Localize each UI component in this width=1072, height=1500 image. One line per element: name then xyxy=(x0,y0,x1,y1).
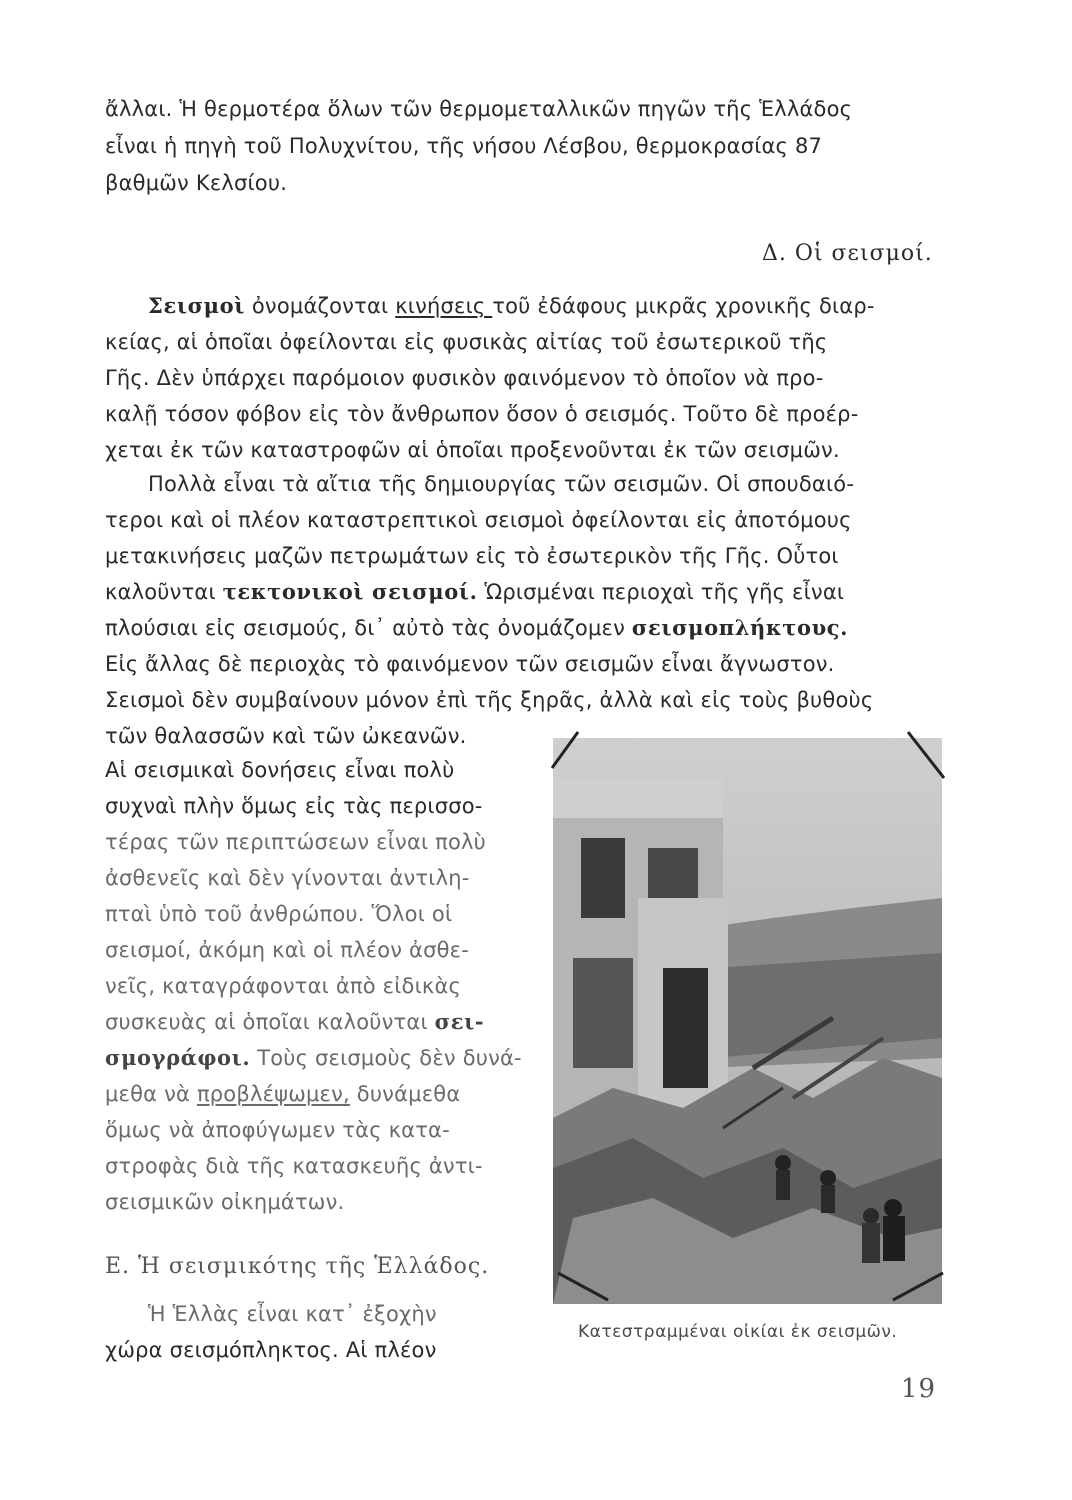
term-seismoi: Σεισμοὶ xyxy=(148,293,245,318)
p3-line-10 xyxy=(105,1080,460,1108)
term-seismografoi-1: σει- xyxy=(434,1009,485,1034)
p3-l10-a: μεθα νὰ xyxy=(105,1082,197,1106)
p2-line-1: Πολλὰ εἶναι τὰ αἴτια τῆς δημιουργίας τῶν σεισμῶν. Οἱ σπουδαιό- xyxy=(148,472,855,496)
p3-line-13: σεισμικῶν οἰκημάτων. xyxy=(105,1190,345,1214)
p1-l1-b: τοῦ ἐδάφους μικρᾶς χρονικῆς διαρ- xyxy=(492,294,875,318)
p1-line-1 xyxy=(148,292,875,320)
term-provlepsomen: προβλέψωμεν, xyxy=(196,1082,350,1106)
p2-line-5 xyxy=(105,614,848,642)
p1-line-5: χεται ἐκ τῶν καταστροφῶν αἱ ὁποῖαι προξενοῦνται ἐκ τῶν σεισμῶν. xyxy=(105,438,840,462)
p3-line-12: στροφὰς διὰ τῆς κατασκευῆς ἀντι- xyxy=(105,1154,483,1178)
p2-line-4 xyxy=(105,578,844,606)
p3-line-8 xyxy=(105,1008,484,1036)
p3-line-9 xyxy=(105,1044,522,1072)
p2-l4-b: Ὡρισμέναι περιοχαὶ τῆς γῆς εἶναι xyxy=(477,580,845,604)
photo-caption: Κατεστραμμέναι οἰκίαι ἐκ σεισμῶν. xyxy=(578,1322,898,1342)
p2-line-3: μετακινήσεις μαζῶν πετρωμάτων εἰς τὸ ἐσωτερικὸν τῆς Γῆς. Οὗτοι xyxy=(105,544,839,568)
p3-line-11: ὅμως νὰ ἀποφύγωμεν τὰς κατα- xyxy=(105,1118,450,1142)
p2-l4-a: καλοῦνται xyxy=(105,580,223,604)
p3-l9-b: Τοὺς σεισμοὺς δὲν δυνά- xyxy=(250,1046,522,1070)
p3-line-5: πταὶ ὑπὸ τοῦ ἀνθρώπου. Ὅλοι οἱ xyxy=(105,902,453,926)
intro-line-3: βαθμῶν Κελσίου. xyxy=(105,171,288,195)
p2-line-6: Εἰς ἄλλας δὲ περιοχὰς τὸ φαινόμενον τῶν σεισμῶν εἶναι ἄγνωστον. xyxy=(105,652,835,676)
p2-l5-a: πλούσιαι εἰς σεισμούς, δι᾽ αὐτὸ τὰς ὀνομάζομεν xyxy=(105,616,632,640)
p3-line-7: νεῖς, καταγράφονται ἀπὸ εἰδικὰς xyxy=(105,974,462,998)
term-seismografoi-2: σμογράφοι. xyxy=(105,1045,251,1070)
p3-line-6: σεισμοί, ἀκόμη καὶ οἱ πλέον ἀσθε- xyxy=(105,938,469,962)
p2-line-7: Σεισμοὶ δὲν συμβαίνουν μόνον ἐπὶ τῆς ξηρᾶς, ἀλλὰ καὶ εἰς τοὺς βυθοὺς xyxy=(105,688,874,712)
e-line-1: Ἡ Ἑλλὰς εἶναι κατ᾽ ἐξοχὴν xyxy=(148,1302,437,1326)
p3-line-1: Αἱ σεισμικαὶ δονήσεις εἶναι πολὺ xyxy=(105,758,455,782)
p1-line-3: Γῆς. Δὲν ὑπάρχει παρόμοιον φυσικὸν φαινόμενον τὸ ὁποῖον νὰ προ- xyxy=(105,366,824,390)
p3-line-3: τέρας τῶν περιπτώσεων εἶναι πολὺ xyxy=(105,830,487,854)
p3-line-2: συχναὶ πλὴν ὅμως εἰς τὰς περισσο- xyxy=(105,794,483,818)
intro-line-2: εἶναι ἡ πηγὴ τοῦ Πολυχνίτου, τῆς νήσου Λέσβου, θερμοκρασίας 87 xyxy=(105,134,823,158)
term-seismoplektous: σεισμοπλήκτους. xyxy=(631,615,849,640)
p3-l10-b: δυνάμεθα xyxy=(349,1082,461,1106)
p2-line-8: τῶν θαλασσῶν καὶ τῶν ὠκεανῶν. xyxy=(105,724,467,748)
term-tektonikoi: τεκτονικοὶ σεισμοί. xyxy=(222,579,478,604)
p3-l8-a: συσκευὰς αἱ ὁποῖαι καλοῦνται xyxy=(105,1010,435,1034)
photo-corner-marks xyxy=(548,728,948,1308)
e-line-2: χώρα σεισμόπληκτος. Αἱ πλέον xyxy=(105,1338,437,1362)
p1-l1-a: ὀνομάζονται xyxy=(245,294,396,318)
intro-line-1: ἄλλαι. Ἡ θερμοτέρα ὅλων τῶν θερμομεταλλικῶν πηγῶν τῆς Ἑλλάδος xyxy=(105,97,853,121)
term-kiniseis: κινήσεις xyxy=(395,294,493,318)
p1-line-4: καλῇ τόσον φόβον εἰς τὸν ἄνθρωπον ὅσον ὁ σεισμός. Τοῦτο δὲ προέρ- xyxy=(105,402,859,426)
p3-line-4: ἀσθενεῖς καὶ δὲν γίνονται ἀντιλη- xyxy=(105,866,470,890)
p2-line-2: τεροι καὶ οἱ πλέον καταστρεπτικοὶ σεισμοὶ ὀφείλονται εἰς ἀποτόμους xyxy=(105,508,852,532)
section-d-heading: Δ. Οἱ σεισμοί. xyxy=(762,241,933,266)
page-number: 19 xyxy=(900,1374,936,1404)
section-e-heading: Ε. Ἡ σεισμικότης τῆς Ἑλλάδος. xyxy=(105,1254,490,1279)
p1-line-2: κείας, αἱ ὁποῖαι ὀφείλονται εἰς φυσικὰς αἰτίας τοῦ ἐσωτερικοῦ τῆς xyxy=(105,330,828,354)
